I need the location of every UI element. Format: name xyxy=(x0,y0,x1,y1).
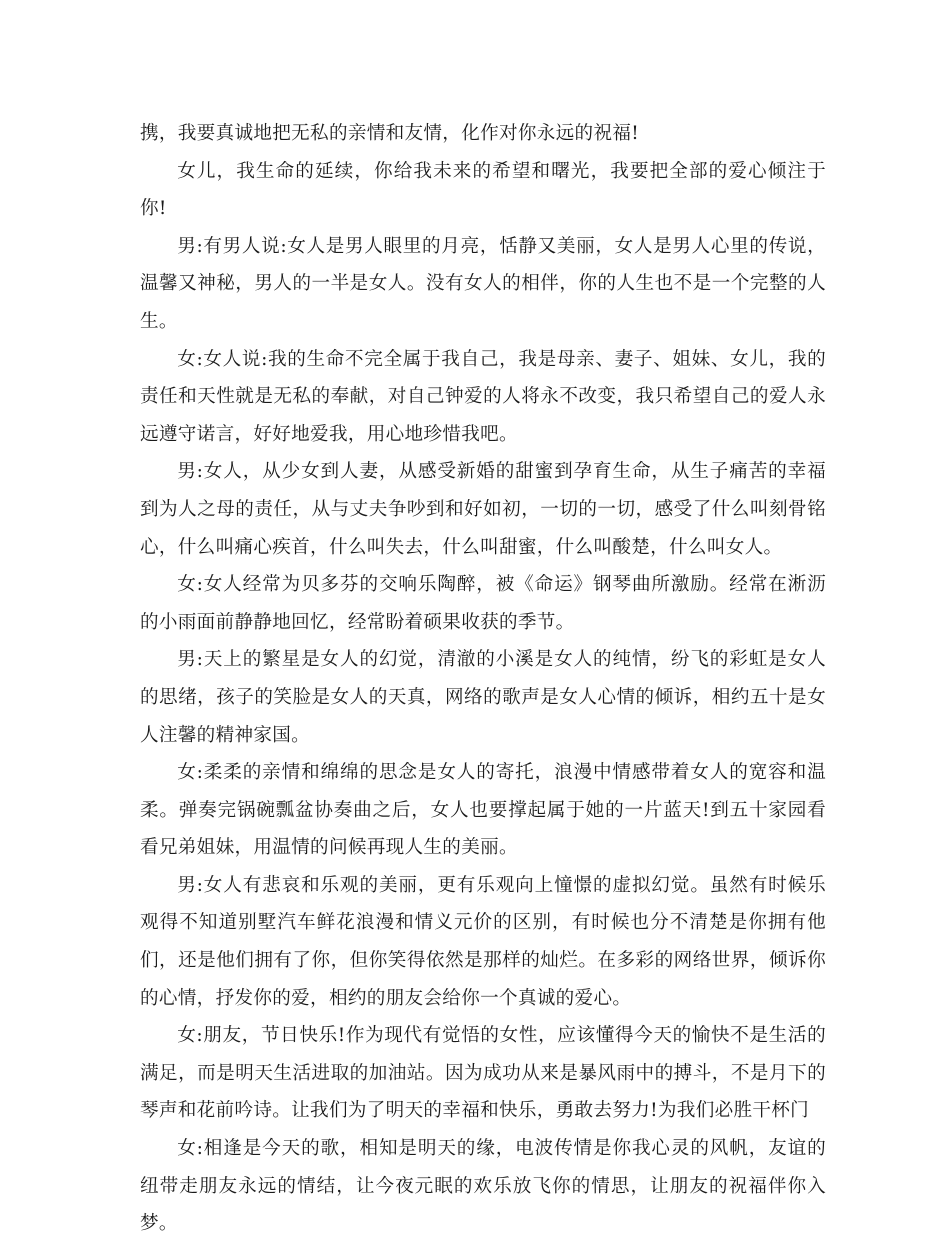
paragraph: 男:女人有悲哀和乐观的美丽，更有乐观向上憧憬的虚拟幻觉。虽然有时候乐观得不知道别墅汽车鲜花浪漫和情义元价的区别，有时候也分不清楚是你拥有他们，还是他们拥有了你，但你笑得依然是那样的灿烂。在多彩的网络世界，倾诉你的心情，抒发你的爱，相约的朋友会给你一个真诚的爱心。 xyxy=(140,874,826,1009)
paragraph: 女:相逢是今天的歌，相知是明天的缘，电波传情是你我心灵的风帆，友谊的纽带走朋友永远的情结，让今夜元眠的欢乐放飞你的情思，让朋友的祝福伴你入梦。 xyxy=(140,1138,826,1235)
paragraph: 女儿，我生命的延续，你给我未来的希望和曙光，我要把全部的爱心倾注于你! xyxy=(140,160,826,220)
paragraph: 携，我要真诚地把无私的亲情和友情，化作对你永远的祝福! xyxy=(140,123,640,144)
paragraph: 女:女人经常为贝多芬的交响乐陶醉，被《命运》钢琴曲所激励。经常在淅沥的小雨面前静静地回忆，经常盼着硕果收获的季节。 xyxy=(140,574,826,633)
paragraph: 女:柔柔的亲情和绵绵的思念是女人的寄托，浪漫中情感带着女人的宽容和温柔。弹奏完锅碗瓢盆协奏曲之后，女人也要撑起属于她的一片蓝天!到五十家园看看兄弟姐妹，用温情的问候再现人生的美丽。 xyxy=(140,762,826,859)
paragraph: 女:女人说:我的生命不完全属于我自己，我是母亲、妻子、姐妹、女儿，我的责任和天性就是无私的奉献，对自己钟爱的人将永不改变，我只希望自己的爱人永远遵守诺言，好好地爱我，用心地珍惜我吧。 xyxy=(140,348,826,445)
paragraph: 男:天上的繁星是女人的幻觉，清澈的小溪是女人的纯情，纷飞的彩虹是女人的思绪，孩子的笑脸是女人的天真，网络的歌声是女人心情的倾诉，相约五十是女人注馨的精神家国。 xyxy=(140,649,826,746)
document-body xyxy=(140,115,826,1243)
paragraph: 男:女人，从少女到人妻，从感受新婚的甜蜜到孕育生命，从生子痛苦的幸福到为人之母的责任，从与丈夫争吵到和好如初，一切的一切，感受了什么叫刻骨铭心，什么叫痛心疾首，什么叫失去，什么叫甜蜜，什么叫酸楚，什么叫女人。 xyxy=(140,461,826,558)
paragraph: 男:有男人说:女人是男人眼里的月亮，恬静又美丽，女人是男人心里的传说，温馨又神秘，男人的一半是女人。没有女人的相伴，你的人生也不是一个完整的人生。 xyxy=(140,235,826,332)
paragraph: 女:朋友，节日快乐!作为现代有觉悟的女性，应该懂得今天的愉快不是生活的满足，而是明天生活进取的加油站。因为成功从来是暴风雨中的搏斗，不是月下的琴声和花前吟诗。让我们为了明天的幸福和快乐，勇敢去努力!为我们必胜干杯门 xyxy=(140,1025,826,1122)
